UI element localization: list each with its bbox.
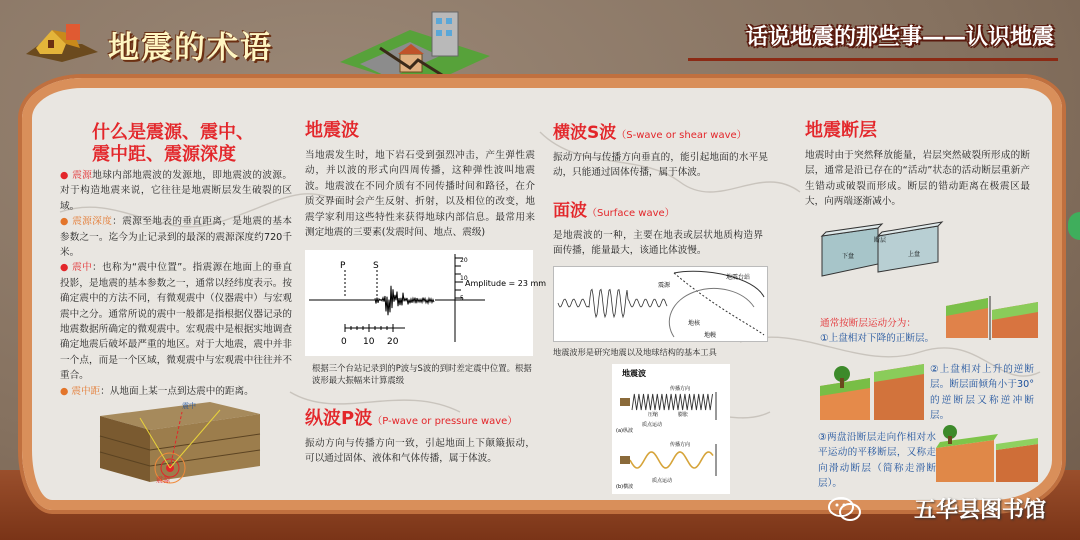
watermark-source: 五华县图书馆 [913, 498, 1046, 523]
seis-scale-10: 10 [460, 275, 468, 282]
def-epicentral-distance: ：从地面上某一点到达震中的距离。 [100, 385, 254, 397]
seis-amplitude: Amplitude = 23 mm [465, 279, 547, 288]
series-subtitle: 话说地震的那些事——认识地震 [745, 25, 1054, 50]
fig2-label-p: (a)纵波 [616, 428, 633, 434]
seis-scale-5: 5 [460, 295, 464, 302]
subtitle-underline [688, 58, 1058, 61]
col2-heading-seismic-wave: 地震波 [305, 120, 359, 141]
block-label-foot: 下盘 [842, 253, 855, 260]
def-focal-depth: ：震源至地表的垂直距离，是地震的基本参数之一。迄今为止记录到的最深的震源深度约720千米。 [60, 216, 293, 259]
s-wave-title: 横波S波 [553, 123, 617, 143]
reverse-fault-illustration [818, 360, 926, 422]
fault-block-diagram [818, 222, 944, 288]
seis-tick-10: 10 [363, 337, 375, 347]
surface-wave-subtitle: （Surface wave） [587, 208, 675, 219]
fig2-particle-2: 质点运动 [652, 478, 673, 484]
fault-type-strike-slip: ③两盘沿断层走向作相对水平运动的平移断层，又称走向滑动断层（简称走滑断层）。 [818, 432, 936, 490]
fig-label-station: 地震台站 [726, 274, 751, 281]
col2-body: 当地震发生时，地下岩石受到强烈冲击，产生弹性震动，并以波的形式向四周传播，这种弹性波叫地震波。地震波在不同介质有不同传播时间和路径，在介质交界面时会产生反射、折射，以及相位的改变，地震学家利用这些特性来获得地球内部信息。最常用来测定地震的三要素(发震时间、地点、震级) [305, 150, 535, 239]
term-focal-depth: ● 震源深度 [60, 216, 113, 228]
block-label-fault: 断层 [874, 237, 887, 244]
fig-label-focus: 震源 [156, 476, 170, 484]
block-label-hanging: 上盘 [908, 251, 921, 258]
strike-slip-fault-illustration [934, 420, 1040, 484]
def-focus: 地球内部地震波的发源地，即地震波的波源。对于构造地震来说，它往往是地震断层发生破裂的区域。 [60, 170, 293, 212]
fig2-direction-2: 传播方向 [670, 442, 691, 448]
s-wave-subtitle: （S-wave or shear wave） [616, 130, 747, 141]
focus-epicenter-diagram [100, 392, 260, 484]
fig2-dilate: 膨胀 [678, 412, 689, 418]
fault-body: 地震时由于突然释放能量，岩层突然破裂所形成的断层，通常是沿已存在的“活动”状态的活动断层重新产生错动或破裂而形成。断层的错动距离在极震区最大，向两端逐渐减小。 [805, 150, 1030, 208]
fault-type-reverse: ②上盘相对上升的逆断层。断层面倾角小于30°的逆断层又称逆冲断层。 [930, 364, 1034, 422]
fig2-label-s: (b)横波 [616, 484, 634, 490]
p-wave-body: 振动方向与传播方向一致，引起地面上下颠簸振动，可以通过固体、液体和气体传播，属于体波。 [305, 438, 535, 465]
seis-s-label: S [373, 261, 379, 271]
fig-label-mantle: 地幔 [704, 332, 717, 339]
def-epicenter: ：也称为“震中位置”。指震源在地面上的垂直投影，是地震的基本参数之一，通常以经纬度表示。按确定震中的方法不同，有微观震中（仪器震中）与宏观震中之分。通常所说的震中一般都是指根据仪器记录的地震数据所确定的微观震中。宏观震中是根据实地调查确定地震后破坏最严重的地区。对于大地震，震中并非一个点，而是一个区域，微观震中与宏观震中往往并不重合。 [60, 262, 292, 382]
wave-path-caption: 地震波形是研究地震以及地球结构的基本工具 [553, 347, 717, 357]
p-wave-title: 纵波P波 [305, 408, 373, 429]
term-focus: ● 震源 [60, 170, 93, 181]
col3-heading-surface-wave [553, 196, 675, 221]
fig2-direction-1: 传播方向 [670, 386, 691, 392]
col1-heading-line1: 什么是震源、震中、 [92, 122, 254, 143]
wave-path-figure [553, 266, 768, 342]
fig-label-epicenter: 震中 [182, 402, 196, 410]
wechat-icon [828, 496, 862, 522]
s-wave-body: 振动方向与传播方向垂直的，能引起地面的水平晃动，只能通过固体传播，属于体波。 [553, 152, 768, 179]
col1-heading-line2: 震中距、震源深度 [92, 144, 236, 165]
term-epicentral-distance: ● 震中距 [60, 385, 101, 397]
col4-heading-fault: 地震断层 [805, 120, 877, 141]
fig-label-core: 地核 [688, 320, 701, 327]
seismogram-figure [305, 250, 547, 356]
fig2-compress: 压缩 [648, 412, 659, 418]
normal-fault-illustration [944, 282, 1040, 342]
col3-heading-s-wave [553, 118, 747, 143]
page-title: 地震的术语 [108, 30, 273, 66]
p-s-wave-motion-figure [612, 364, 730, 494]
seis-p-label: P [340, 261, 346, 271]
seis-scale-20: 20 [460, 257, 468, 264]
col2-heading-p-wave [305, 404, 517, 430]
term-epicenter: ● 震中 [60, 262, 93, 274]
fig2-particle-1: 质点运动 [642, 422, 663, 428]
surface-wave-title: 面波 [553, 201, 587, 221]
fault-type-normal: ①上盘相对下降的正断层。 [820, 333, 935, 344]
fig-label-source: 震源 [658, 282, 671, 289]
city-quake-illustration [340, 8, 490, 88]
p-wave-subtitle: （P-wave or pressure wave） [372, 416, 518, 427]
col1-body [60, 168, 292, 399]
title-house-icon [22, 14, 102, 70]
fig2-title: 地震波 [622, 369, 646, 378]
seismogram-caption: 根据三个台站记录到的P波与S波的到时差定震中位置。根据波形最大振幅来计算震级 [312, 363, 532, 385]
seis-tick-20: 20 [387, 337, 399, 347]
seis-tick-0: 0 [341, 337, 347, 347]
surface-wave-body: 是地震波的一种，主要在地表或层状地质构造界面传播，能量最大，该通比体波慢。 [553, 230, 763, 257]
fault-types-intro: 通常按断层运动分为： [820, 318, 916, 329]
